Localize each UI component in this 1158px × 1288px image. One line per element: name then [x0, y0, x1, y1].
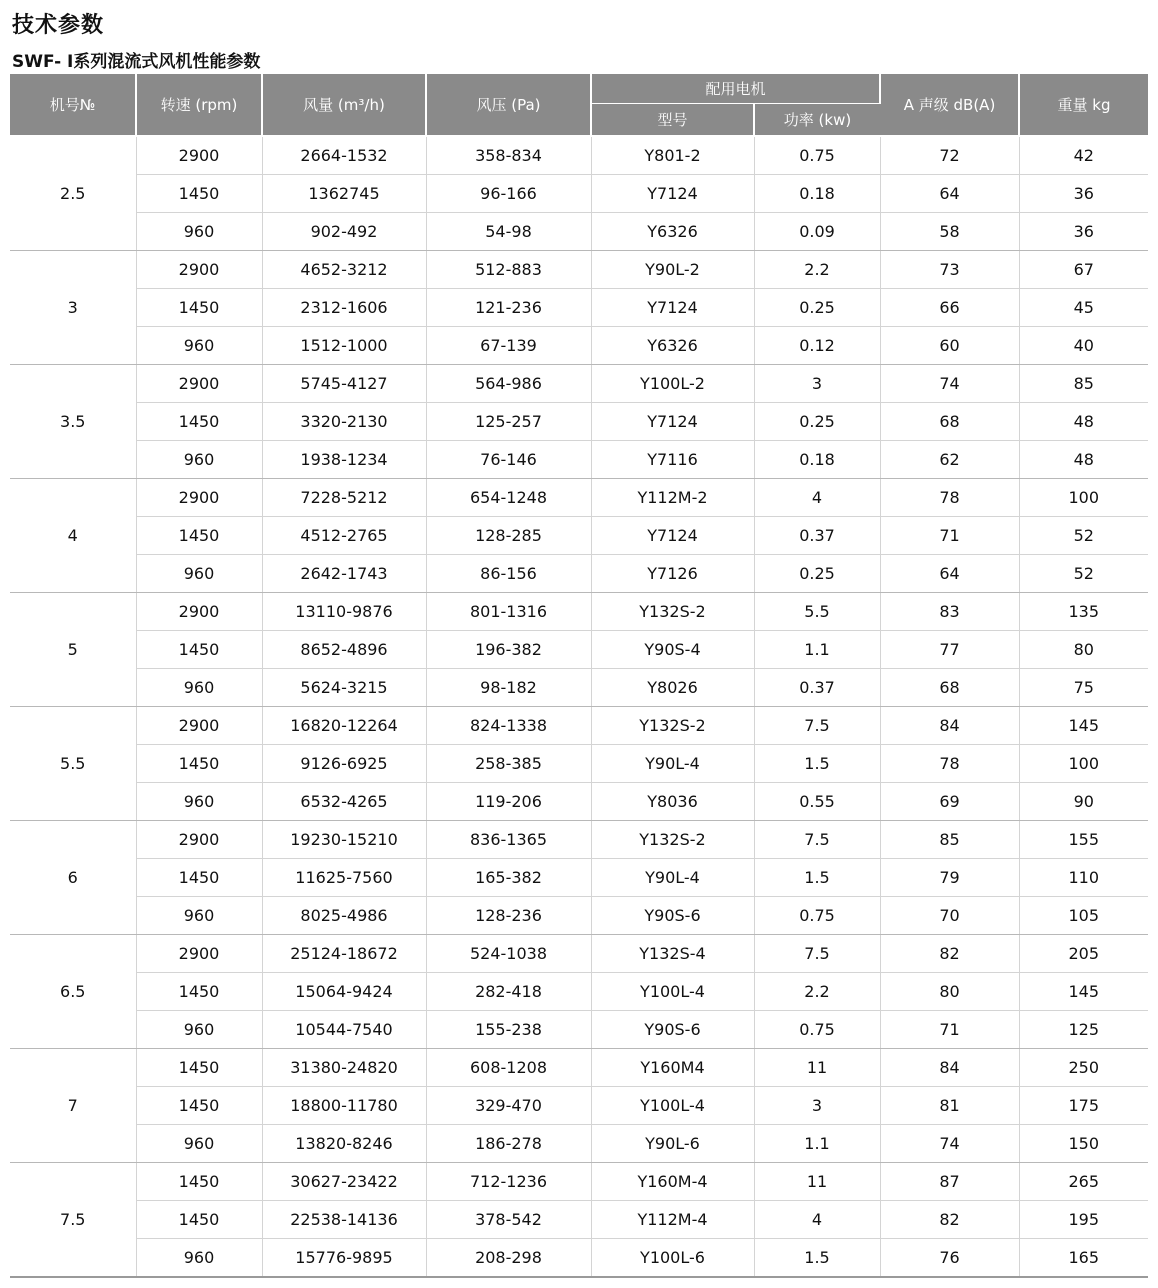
table-body: [10, 136, 1148, 1277]
pressure-cell: 801-1316: [426, 593, 591, 631]
pressure-cell: 329-470: [426, 1087, 591, 1125]
motor-power-cell: 0.12: [754, 327, 880, 365]
weight-cell: 75: [1019, 669, 1148, 707]
speed-cell: 960: [136, 327, 262, 365]
table-row: [10, 175, 1148, 213]
motor-power-cell: 0.37: [754, 517, 880, 555]
motor-type-cell: Y100L-2: [591, 365, 754, 403]
air-volume-cell: 4512-2765: [262, 517, 426, 555]
weight-cell: 48: [1019, 441, 1148, 479]
weight-cell: 90: [1019, 783, 1148, 821]
weight-cell: 80: [1019, 631, 1148, 669]
motor-type-cell: Y160M4: [591, 1049, 754, 1087]
speed-cell: 1450: [136, 973, 262, 1011]
weight-cell: 100: [1019, 745, 1148, 783]
pressure-cell: 155-238: [426, 1011, 591, 1049]
performance-table: [10, 74, 1148, 1278]
table-row: [10, 859, 1148, 897]
noise-cell: 87: [880, 1163, 1019, 1201]
motor-power-cell: 2.2: [754, 251, 880, 289]
motor-power-cell: 3: [754, 365, 880, 403]
weight-cell: 135: [1019, 593, 1148, 631]
table-row: [10, 973, 1148, 1011]
motor-power-cell: 0.18: [754, 175, 880, 213]
speed-cell: 960: [136, 213, 262, 251]
air-volume-cell: 10544-7540: [262, 1011, 426, 1049]
air-volume-cell: 8652-4896: [262, 631, 426, 669]
noise-cell: 83: [880, 593, 1019, 631]
speed-cell: 1450: [136, 175, 262, 213]
table-row: [10, 403, 1148, 441]
page-subtitle: SWF- Ⅰ系列混流式风机性能参数: [12, 52, 261, 72]
speed-cell: 2900: [136, 593, 262, 631]
speed-cell: 960: [136, 1125, 262, 1163]
header-motor-power: 功率 (kw): [754, 104, 880, 137]
pressure-cell: 76-146: [426, 441, 591, 479]
table-row: [10, 593, 1148, 631]
air-volume-cell: 6532-4265: [262, 783, 426, 821]
motor-power-cell: 5.5: [754, 593, 880, 631]
pressure-cell: 121-236: [426, 289, 591, 327]
pressure-cell: 67-139: [426, 327, 591, 365]
weight-cell: 105: [1019, 897, 1148, 935]
speed-cell: 1450: [136, 1049, 262, 1087]
speed-cell: 2900: [136, 707, 262, 745]
air-volume-cell: 2664-1532: [262, 136, 426, 175]
pressure-cell: 119-206: [426, 783, 591, 821]
table-row: [10, 1239, 1148, 1278]
motor-type-cell: Y7124: [591, 289, 754, 327]
motor-power-cell: 0.37: [754, 669, 880, 707]
pressure-cell: 96-166: [426, 175, 591, 213]
motor-power-cell: 0.25: [754, 289, 880, 327]
noise-cell: 82: [880, 1201, 1019, 1239]
speed-cell: 2900: [136, 935, 262, 973]
speed-cell: 960: [136, 555, 262, 593]
noise-cell: 74: [880, 1125, 1019, 1163]
speed-cell: 1450: [136, 631, 262, 669]
motor-power-cell: 7.5: [754, 821, 880, 859]
motor-type-cell: Y90L-4: [591, 859, 754, 897]
noise-cell: 68: [880, 403, 1019, 441]
motor-power-cell: 0.25: [754, 403, 880, 441]
air-volume-cell: 31380-24820: [262, 1049, 426, 1087]
motor-power-cell: 3: [754, 1087, 880, 1125]
table-row: [10, 441, 1148, 479]
table-row: [10, 783, 1148, 821]
model-no-cell: 4: [10, 479, 136, 593]
speed-cell: 2900: [136, 821, 262, 859]
table-row: [10, 136, 1148, 175]
pressure-cell: 165-382: [426, 859, 591, 897]
weight-cell: 250: [1019, 1049, 1148, 1087]
noise-cell: 85: [880, 821, 1019, 859]
motor-type-cell: Y100L-4: [591, 973, 754, 1011]
motor-type-cell: Y112M-2: [591, 479, 754, 517]
pressure-cell: 712-1236: [426, 1163, 591, 1201]
noise-cell: 74: [880, 365, 1019, 403]
header-air-volume: 风量 (m³/h): [262, 74, 426, 136]
motor-type-cell: Y160M-4: [591, 1163, 754, 1201]
motor-power-cell: 4: [754, 479, 880, 517]
motor-type-cell: Y90S-6: [591, 1011, 754, 1049]
motor-type-cell: Y90S-6: [591, 897, 754, 935]
noise-cell: 58: [880, 213, 1019, 251]
table-row: [10, 1163, 1148, 1201]
speed-cell: 2900: [136, 479, 262, 517]
noise-cell: 69: [880, 783, 1019, 821]
table-row: [10, 745, 1148, 783]
air-volume-cell: 30627-23422: [262, 1163, 426, 1201]
air-volume-cell: 19230-15210: [262, 821, 426, 859]
table-row: [10, 1125, 1148, 1163]
motor-type-cell: Y7116: [591, 441, 754, 479]
weight-cell: 205: [1019, 935, 1148, 973]
weight-cell: 36: [1019, 175, 1148, 213]
motor-type-cell: Y7124: [591, 403, 754, 441]
speed-cell: 960: [136, 1011, 262, 1049]
model-no-cell: 3: [10, 251, 136, 365]
motor-type-cell: Y7124: [591, 517, 754, 555]
speed-cell: 1450: [136, 859, 262, 897]
table-row: [10, 517, 1148, 555]
air-volume-cell: 11625-7560: [262, 859, 426, 897]
air-volume-cell: 7228-5212: [262, 479, 426, 517]
noise-cell: 84: [880, 707, 1019, 745]
model-no-cell: 7: [10, 1049, 136, 1163]
table-row: [10, 213, 1148, 251]
table-row: [10, 935, 1148, 973]
air-volume-cell: 2642-1743: [262, 555, 426, 593]
air-volume-cell: 4652-3212: [262, 251, 426, 289]
motor-type-cell: Y132S-4: [591, 935, 754, 973]
motor-power-cell: 1.5: [754, 745, 880, 783]
model-no-cell: 5: [10, 593, 136, 707]
noise-cell: 78: [880, 745, 1019, 783]
weight-cell: 45: [1019, 289, 1148, 327]
speed-cell: 960: [136, 783, 262, 821]
noise-cell: 72: [880, 136, 1019, 175]
noise-cell: 73: [880, 251, 1019, 289]
noise-cell: 71: [880, 517, 1019, 555]
noise-cell: 77: [880, 631, 1019, 669]
weight-cell: 42: [1019, 136, 1148, 175]
pressure-cell: 196-382: [426, 631, 591, 669]
motor-power-cell: 0.09: [754, 213, 880, 251]
motor-power-cell: 11: [754, 1163, 880, 1201]
noise-cell: 64: [880, 175, 1019, 213]
motor-type-cell: Y132S-2: [591, 593, 754, 631]
pressure-cell: 125-257: [426, 403, 591, 441]
weight-cell: 52: [1019, 555, 1148, 593]
motor-type-cell: Y100L-6: [591, 1239, 754, 1278]
speed-cell: 1450: [136, 1163, 262, 1201]
table-row: [10, 289, 1148, 327]
noise-cell: 68: [880, 669, 1019, 707]
air-volume-cell: 9126-6925: [262, 745, 426, 783]
table-row: [10, 669, 1148, 707]
speed-cell: 1450: [136, 1201, 262, 1239]
motor-type-cell: Y8036: [591, 783, 754, 821]
table-row: [10, 1201, 1148, 1239]
weight-cell: 265: [1019, 1163, 1148, 1201]
air-volume-cell: 902-492: [262, 213, 426, 251]
weight-cell: 67: [1019, 251, 1148, 289]
air-volume-cell: 25124-18672: [262, 935, 426, 973]
speed-cell: 2900: [136, 365, 262, 403]
weight-cell: 155: [1019, 821, 1148, 859]
noise-cell: 78: [880, 479, 1019, 517]
header-weight: 重量 kg: [1019, 74, 1148, 136]
table-row: [10, 555, 1148, 593]
motor-type-cell: Y801-2: [591, 136, 754, 175]
header-model-no: 机号№: [10, 74, 136, 136]
model-no-cell: 2.5: [10, 136, 136, 251]
air-volume-cell: 1512-1000: [262, 327, 426, 365]
model-no-cell: 3.5: [10, 365, 136, 479]
noise-cell: 76: [880, 1239, 1019, 1278]
motor-power-cell: 1.1: [754, 631, 880, 669]
pressure-cell: 208-298: [426, 1239, 591, 1278]
motor-power-cell: 0.75: [754, 897, 880, 935]
motor-type-cell: Y6326: [591, 327, 754, 365]
pressure-cell: 378-542: [426, 1201, 591, 1239]
air-volume-cell: 3320-2130: [262, 403, 426, 441]
weight-cell: 40: [1019, 327, 1148, 365]
table-row: [10, 1087, 1148, 1125]
motor-power-cell: 7.5: [754, 707, 880, 745]
noise-cell: 80: [880, 973, 1019, 1011]
motor-type-cell: Y90S-4: [591, 631, 754, 669]
page-title: 技术参数: [12, 13, 105, 38]
weight-cell: 52: [1019, 517, 1148, 555]
pressure-cell: 54-98: [426, 213, 591, 251]
air-volume-cell: 13110-9876: [262, 593, 426, 631]
air-volume-cell: 1362745: [262, 175, 426, 213]
weight-cell: 85: [1019, 365, 1148, 403]
noise-cell: 64: [880, 555, 1019, 593]
motor-power-cell: 2.2: [754, 973, 880, 1011]
air-volume-cell: 16820-12264: [262, 707, 426, 745]
header-motor-type: 型号: [591, 104, 754, 137]
pressure-cell: 608-1208: [426, 1049, 591, 1087]
air-volume-cell: 22538-14136: [262, 1201, 426, 1239]
weight-cell: 36: [1019, 213, 1148, 251]
pressure-cell: 258-385: [426, 745, 591, 783]
speed-cell: 1450: [136, 1087, 262, 1125]
header-motor: 配用电机: [591, 74, 880, 104]
noise-cell: 82: [880, 935, 1019, 973]
model-no-cell: 5.5: [10, 707, 136, 821]
pressure-cell: 186-278: [426, 1125, 591, 1163]
motor-power-cell: 0.75: [754, 136, 880, 175]
header-noise: A 声级 dB(A): [880, 74, 1019, 136]
weight-cell: 145: [1019, 707, 1148, 745]
header-pressure: 风压 (Pa): [426, 74, 591, 136]
weight-cell: 110: [1019, 859, 1148, 897]
motor-power-cell: 0.25: [754, 555, 880, 593]
speed-cell: 960: [136, 1239, 262, 1278]
motor-power-cell: 4: [754, 1201, 880, 1239]
table-row: [10, 479, 1148, 517]
speed-cell: 1450: [136, 403, 262, 441]
table-row: [10, 631, 1148, 669]
air-volume-cell: 15776-9895: [262, 1239, 426, 1278]
pressure-cell: 358-834: [426, 136, 591, 175]
noise-cell: 79: [880, 859, 1019, 897]
header-speed: 转速 (rpm): [136, 74, 262, 136]
air-volume-cell: 8025-4986: [262, 897, 426, 935]
motor-power-cell: 0.18: [754, 441, 880, 479]
air-volume-cell: 13820-8246: [262, 1125, 426, 1163]
noise-cell: 84: [880, 1049, 1019, 1087]
motor-power-cell: 0.55: [754, 783, 880, 821]
motor-type-cell: Y100L-4: [591, 1087, 754, 1125]
air-volume-cell: 15064-9424: [262, 973, 426, 1011]
motor-power-cell: 0.75: [754, 1011, 880, 1049]
motor-power-cell: 1.5: [754, 1239, 880, 1278]
pressure-cell: 86-156: [426, 555, 591, 593]
speed-cell: 1450: [136, 517, 262, 555]
motor-type-cell: Y90L-4: [591, 745, 754, 783]
table-row: [10, 821, 1148, 859]
table-header: [10, 74, 1148, 136]
weight-cell: 145: [1019, 973, 1148, 1011]
model-no-cell: 6: [10, 821, 136, 935]
pressure-cell: 564-986: [426, 365, 591, 403]
motor-type-cell: Y6326: [591, 213, 754, 251]
weight-cell: 150: [1019, 1125, 1148, 1163]
table-row: [10, 1011, 1148, 1049]
motor-type-cell: Y7126: [591, 555, 754, 593]
pressure-cell: 836-1365: [426, 821, 591, 859]
motor-type-cell: Y90L-2: [591, 251, 754, 289]
air-volume-cell: 18800-11780: [262, 1087, 426, 1125]
noise-cell: 81: [880, 1087, 1019, 1125]
noise-cell: 66: [880, 289, 1019, 327]
motor-power-cell: 11: [754, 1049, 880, 1087]
air-volume-cell: 2312-1606: [262, 289, 426, 327]
noise-cell: 71: [880, 1011, 1019, 1049]
pressure-cell: 524-1038: [426, 935, 591, 973]
table-row: [10, 251, 1148, 289]
weight-cell: 165: [1019, 1239, 1148, 1278]
weight-cell: 175: [1019, 1087, 1148, 1125]
motor-type-cell: Y7124: [591, 175, 754, 213]
air-volume-cell: 5745-4127: [262, 365, 426, 403]
motor-power-cell: 1.5: [754, 859, 880, 897]
motor-type-cell: Y132S-2: [591, 821, 754, 859]
table-row: [10, 327, 1148, 365]
pressure-cell: 824-1338: [426, 707, 591, 745]
model-no-cell: 7.5: [10, 1163, 136, 1278]
table-row: [10, 1049, 1148, 1087]
pressure-cell: 282-418: [426, 973, 591, 1011]
speed-cell: 2900: [136, 136, 262, 175]
weight-cell: 100: [1019, 479, 1148, 517]
noise-cell: 70: [880, 897, 1019, 935]
motor-power-cell: 1.1: [754, 1125, 880, 1163]
table-row: [10, 365, 1148, 403]
table-row: [10, 897, 1148, 935]
pressure-cell: 654-1248: [426, 479, 591, 517]
motor-power-cell: 7.5: [754, 935, 880, 973]
pressure-cell: 98-182: [426, 669, 591, 707]
motor-type-cell: Y8026: [591, 669, 754, 707]
weight-cell: 125: [1019, 1011, 1148, 1049]
model-no-cell: 6.5: [10, 935, 136, 1049]
pressure-cell: 128-285: [426, 517, 591, 555]
air-volume-cell: 5624-3215: [262, 669, 426, 707]
noise-cell: 60: [880, 327, 1019, 365]
motor-type-cell: Y90L-6: [591, 1125, 754, 1163]
air-volume-cell: 1938-1234: [262, 441, 426, 479]
motor-type-cell: Y112M-4: [591, 1201, 754, 1239]
pressure-cell: 512-883: [426, 251, 591, 289]
speed-cell: 960: [136, 897, 262, 935]
weight-cell: 48: [1019, 403, 1148, 441]
speed-cell: 960: [136, 441, 262, 479]
speed-cell: 2900: [136, 251, 262, 289]
table-row: [10, 707, 1148, 745]
weight-cell: 195: [1019, 1201, 1148, 1239]
speed-cell: 1450: [136, 289, 262, 327]
speed-cell: 1450: [136, 745, 262, 783]
speed-cell: 960: [136, 669, 262, 707]
noise-cell: 62: [880, 441, 1019, 479]
pressure-cell: 128-236: [426, 897, 591, 935]
motor-type-cell: Y132S-2: [591, 707, 754, 745]
